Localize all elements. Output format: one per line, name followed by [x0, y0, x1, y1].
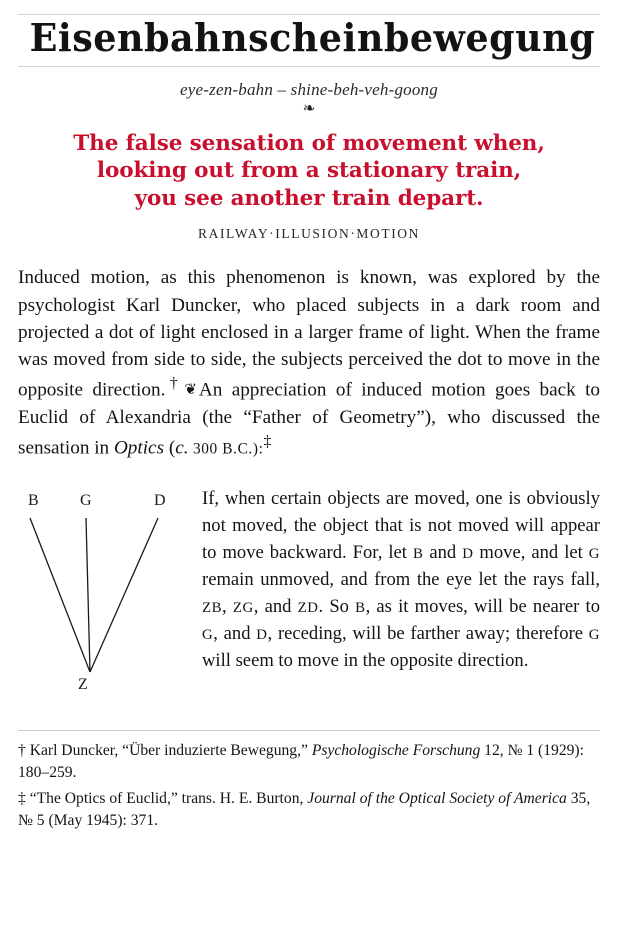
- body-paragraph: [18, 264, 600, 462]
- body-title-optics: Optics: [113, 437, 165, 459]
- quote-point-d2: D: [256, 626, 268, 643]
- quote-seg-11: will seem to move in the opposite direction.: [202, 649, 529, 671]
- body-circa: c.: [175, 437, 189, 459]
- floral-ornament-icon: ❦: [184, 382, 197, 399]
- footnote-1-marker: †: [18, 742, 26, 759]
- quote-seg-2: and: [423, 541, 463, 563]
- pronunciation: eye-zen-bahn – shine-beh-veh-goong: [180, 79, 438, 99]
- quote-ray-zd: ZD: [297, 599, 319, 616]
- body-text-b: An appreciation of induced motion goes back to Euclid of Alexandria (the “Father of Geometry”), who discussed the sensation in: [18, 379, 600, 459]
- diagram-label-d: D: [154, 492, 166, 509]
- definition: [18, 130, 600, 214]
- headword-band: [18, 14, 600, 67]
- footnote-marker-2: ‡: [263, 433, 272, 451]
- quote-point-b: B: [412, 545, 424, 562]
- definition-line-1: The false sensation of movement when,: [73, 130, 545, 156]
- definition-line-3: you see another train depart.: [134, 186, 484, 212]
- footnote-divider: [18, 730, 600, 731]
- footnote-2-text-b: 35, № 5 (May 1945): 371.: [18, 790, 591, 829]
- euclid-ray-diagram: [18, 480, 194, 710]
- footnote-1-text-b: 12, № 1 (1929): 180–259.: [18, 742, 584, 781]
- diagram-label-b: B: [28, 492, 39, 509]
- quote-ray-zg: ZG: [232, 599, 254, 616]
- definition-line-2: looking out from a stationary train,: [96, 158, 522, 184]
- dictionary-entry-page: [0, 14, 618, 937]
- quote-seg-7: . So: [318, 595, 356, 617]
- quote-block: [18, 480, 600, 710]
- quote-point-g2: G: [202, 626, 214, 643]
- footnote-item: [18, 788, 600, 831]
- footnote-2-marker: ‡: [18, 790, 26, 808]
- ray-diagram-svg: [18, 480, 194, 710]
- euclid-quotation: [194, 480, 600, 675]
- quote-ray-zb: ZB: [202, 599, 223, 616]
- quote-point-g: G: [588, 545, 601, 562]
- body-date: 300 B.C.):: [188, 440, 264, 458]
- footnote-2-journal: Journal of the Optical Society of America: [307, 790, 567, 808]
- quote-point-d: D: [462, 545, 474, 562]
- quote-seg-5: ,: [222, 595, 233, 617]
- quote-seg-8: , as it moves, will be nearer to: [365, 595, 601, 617]
- quote-seg-4: remain unmoved, and from the eye let the rays fall,: [202, 568, 600, 590]
- footnote-2-text-a: “The Optics of Euclid,” trans. H. E. Burton,: [25, 790, 308, 808]
- diagram-label-g: G: [80, 492, 92, 509]
- quote-seg-6: , and: [253, 595, 298, 617]
- body-text-a: Induced motion, as this phenomenon is known, was explored by the psychologist Karl Duncker, who placed subjects in a dark room and projected a dot of light enclosed in a larger frame of light. When the frame was moved from side to side, the subjects perceived the dot to move in the opposite direction.: [18, 267, 600, 401]
- keyword-tags: RAILWAY·ILLUSION·MOTION: [197, 226, 421, 242]
- page-title: Eisenbahnscheinbewegung: [29, 15, 596, 60]
- footnotes: [18, 740, 600, 831]
- fleuron-ornament-icon: ❧: [302, 100, 316, 117]
- quote-seg-3: move, and let: [473, 541, 589, 563]
- footnote-marker-1: †: [165, 375, 183, 393]
- diagram-label-z: Z: [78, 676, 88, 693]
- footnote-1-journal: Psychologische Forschung: [311, 742, 481, 759]
- footnote-item: [18, 740, 600, 783]
- footnote-1-text-a: Karl Duncker, “Über induzierte Bewegung,”: [25, 742, 312, 759]
- quote-point-g3: G: [588, 626, 600, 643]
- body-text-c: (: [164, 437, 176, 459]
- quote-seg-1: If, when certain objects are moved, one is obviously not moved, the object that is not moved will appear to move backward. For, let: [202, 488, 600, 563]
- quote-seg-10: , receding, will be farther away; therefore: [267, 622, 589, 644]
- quote-point-b2: B: [355, 599, 366, 616]
- quote-seg-9: , and: [213, 622, 257, 644]
